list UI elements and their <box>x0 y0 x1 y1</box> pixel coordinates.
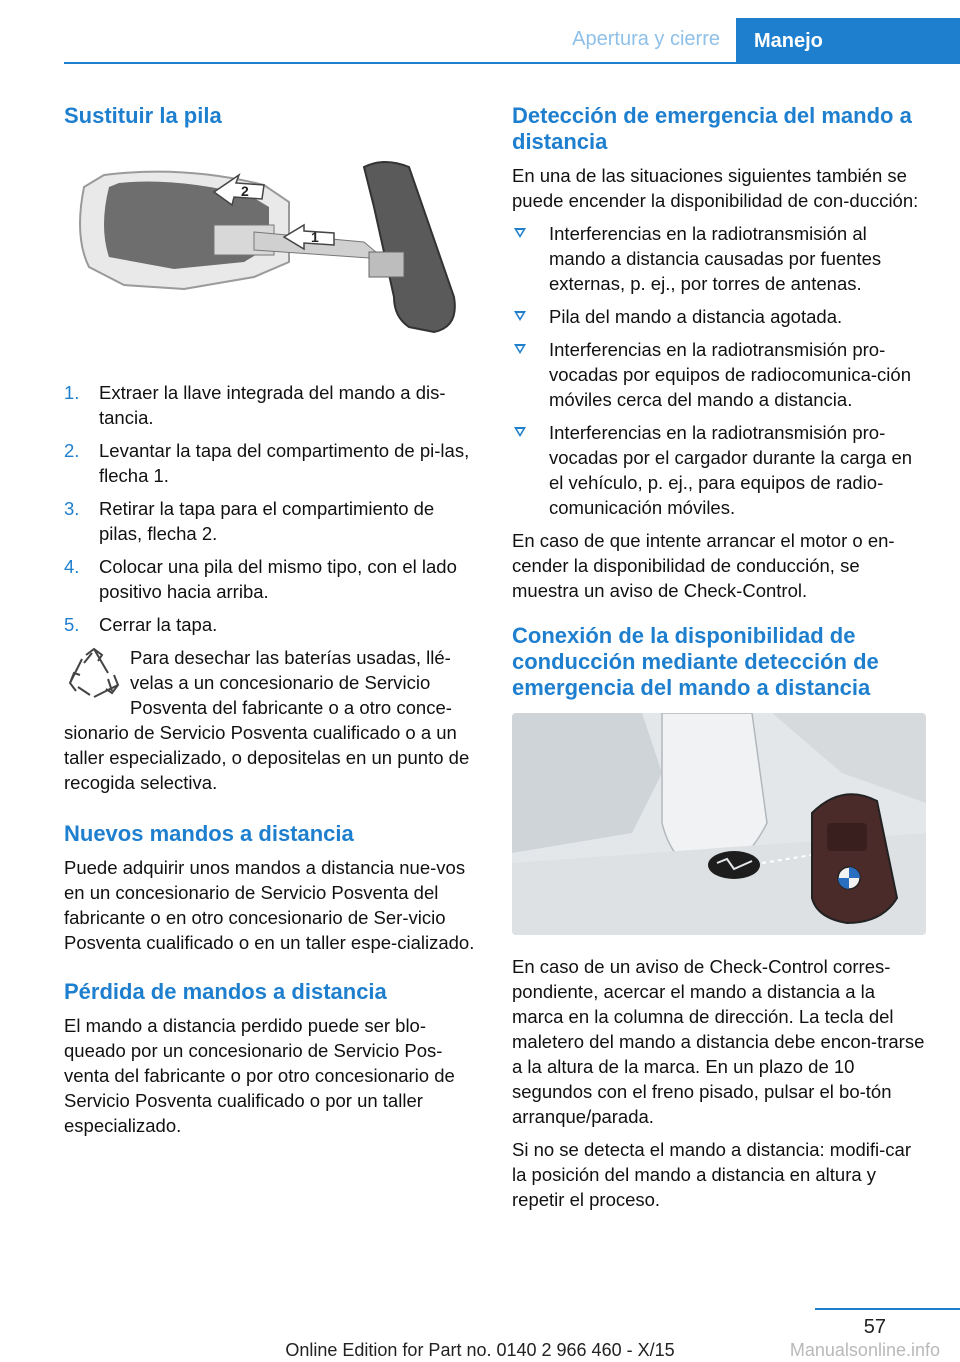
lost-remotes-text: El mando a distancia perdido puede ser blo-queado por un concesionario de Servicio Pos-venta del fabricante o por otro concesionario de Servicio Posventa cualificado o por un taller especializado. <box>64 1015 455 1136</box>
steps-list <box>64 380 482 637</box>
approach-remote-text: En caso de un aviso de Check-Control corres-pondiente, acercar el mando a distancia a la marca en la columna de dirección. La tecla del maletero del mando a distancia debe encon-trarse a la altura de la marca. En un plazo de 10 segundos con el freno pisado, pulsar el bo-tón arranque/parada. <box>512 956 925 1127</box>
left-column <box>64 100 482 1146</box>
list-item <box>64 496 482 546</box>
section-title-lost-remotes: Pérdida de mandos a distancia <box>64 979 387 1004</box>
step-text: Colocar una pila del mismo tipo, con el lado positivo hacia arriba. <box>99 556 457 602</box>
step-number: 1. <box>64 382 80 403</box>
page-number: 57 <box>863 1316 886 1338</box>
check-control-text: En caso de que intente arrancar el motor o en-cender la disponibilidad de conducción, se muestra un aviso de Check-Control. <box>512 530 895 601</box>
right-column <box>512 100 926 1220</box>
list-item <box>64 380 482 430</box>
recycling-text: Para desechar las baterías usadas, llé-velas a un concesionario de Servicio Posventa del fabricante o a otro conce-sionario de Servicio Posventa cualificado o a un taller especializado, o depositelas en un punto de recogida selectiva. <box>64 647 470 793</box>
list-item <box>512 221 926 296</box>
step-text: Retirar la tapa para el compartimiento de pilas, flecha 2. <box>99 498 435 544</box>
list-item <box>64 612 482 637</box>
step-number: 2. <box>64 440 80 461</box>
new-remotes-text: Puede adquirir unos mandos a distancia nue-vos en un concesionario de Servicio Posventa del fabricante o en otro concesionario de Ser-vicio Posventa cualificado o en un taller espe-cializado. <box>64 857 475 953</box>
triangle-bullet-icon <box>514 427 526 437</box>
recycling-note <box>64 645 482 795</box>
watermark: Manualsonline.info <box>789 1340 940 1360</box>
step-text: Levantar la tapa del compartimento de pi-las, flecha 1. <box>99 440 470 486</box>
list-item <box>64 554 482 604</box>
section-title-replace-battery: Sustituir la pila <box>64 103 222 128</box>
svg-text:1: 1 <box>311 229 319 245</box>
triangle-bullet-icon <box>514 311 526 321</box>
not-detected-text: Si no se detecta el mando a distancia: modifi-car la posición del mando a distancia en altura y repetir el proceso. <box>512 1139 911 1210</box>
triangle-bullet-icon <box>514 228 526 238</box>
list-item <box>512 420 926 520</box>
section-title-enable-driving: Conexión de la disponibilidad de conducción mediante detección de emergencia del mando a distancia <box>512 623 879 700</box>
step-number: 4. <box>64 556 80 577</box>
steering-column-illustration <box>512 713 926 935</box>
emergency-intro-text: En una de las situaciones siguientes también se puede encender la disponibilidad de con-ducción: <box>512 165 919 211</box>
bullet-text: Interferencias en la radiotransmisión al mando a distancia causadas por fuentes externas, p. ej., por torres de antenas. <box>549 223 882 294</box>
step-text: Extraer la llave integrada del mando a dis-tancia. <box>99 382 446 428</box>
section-title-new-remotes: Nuevos mandos a distancia <box>64 821 354 846</box>
header-section: Apertura y cierre <box>572 28 720 50</box>
edition-footer: Online Edition for Part no. 0140 2 966 460 - X/15 <box>285 1340 675 1360</box>
list-item <box>64 438 482 488</box>
bullet-text: Pila del mando a distancia agotada. <box>549 306 843 327</box>
bullet-text: Interferencias en la radiotransmisión pro-vocadas por el cargador durante la carga en el vehículo, p. ej., para equipos de radio-comunicación móviles. <box>549 422 913 518</box>
footer-rule <box>815 1308 960 1310</box>
recycling-icon <box>64 645 124 705</box>
list-item <box>512 304 926 329</box>
page-header <box>64 18 960 64</box>
list-item <box>512 337 926 412</box>
bullet-text: Interferencias en la radiotransmisión pro-vocadas por equipos de radiocomunica-ción móviles cerca del mando a distancia. <box>549 339 911 410</box>
step-number: 3. <box>64 498 80 519</box>
header-chapter: Manejo <box>736 18 960 62</box>
section-title-emergency-detection: Detección de emergencia del mando a distancia <box>512 103 912 154</box>
svg-text:2: 2 <box>241 183 249 199</box>
step-number: 5. <box>64 614 80 635</box>
step-text: Cerrar la tapa. <box>99 614 218 635</box>
situations-list <box>512 221 926 520</box>
triangle-bullet-icon <box>514 344 526 354</box>
key-battery-illustration <box>64 147 482 357</box>
